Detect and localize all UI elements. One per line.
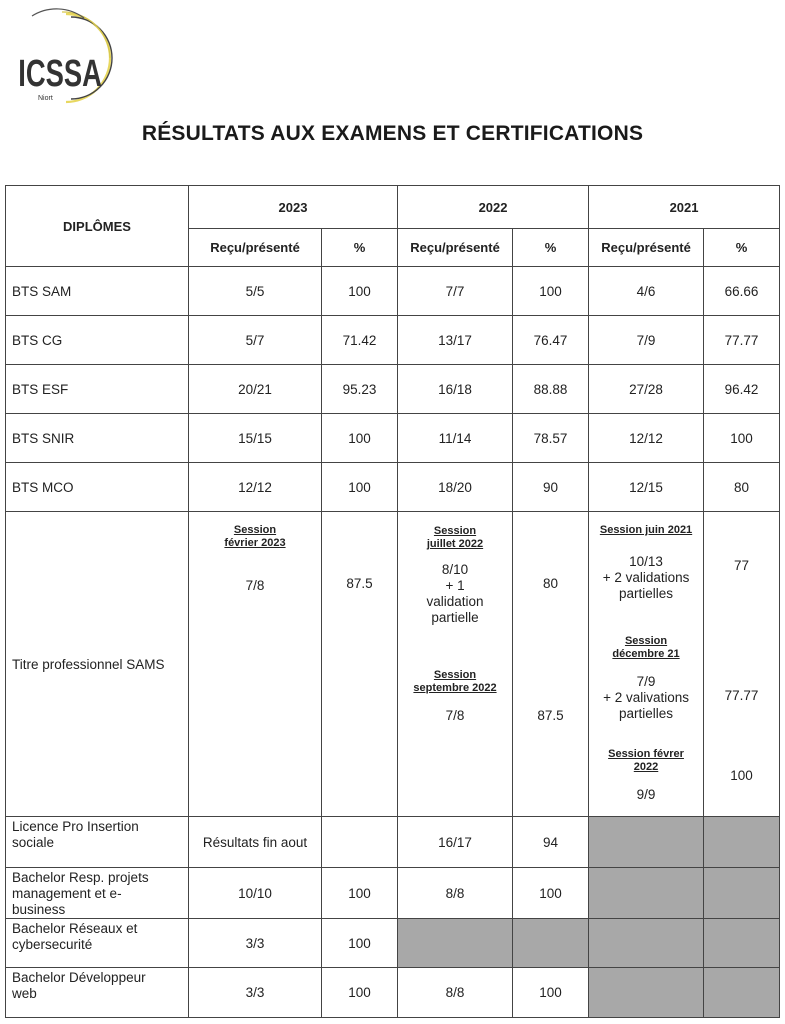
- cell: 100: [513, 267, 589, 316]
- cell: 27/28: [589, 365, 704, 414]
- cell: 77.77: [724, 688, 759, 703]
- cell: 96.42: [704, 365, 780, 414]
- cell: 8/8: [398, 868, 513, 919]
- session-label: juillet 2022: [426, 538, 484, 550]
- header-year-2022: 2022: [398, 186, 589, 229]
- cell: 8/10: [441, 562, 469, 577]
- cell: 80: [543, 576, 559, 591]
- table-row-sams: [6, 512, 780, 817]
- cell: 100: [704, 414, 780, 463]
- cell-greyed: [704, 919, 780, 968]
- cell: 8/8: [398, 968, 513, 1018]
- session-label: Session juin 2021: [599, 524, 693, 536]
- cell: 100: [322, 267, 398, 316]
- cell-greyed: [589, 868, 704, 919]
- row-label-line: Licence Pro Insertion: [12, 819, 139, 834]
- header-year-2021: 2021: [589, 186, 780, 229]
- cell: 16/18: [398, 365, 513, 414]
- cell: 7/9: [636, 674, 656, 689]
- cell-greyed: [589, 817, 704, 868]
- cell: 100: [730, 768, 753, 783]
- session-label: Session: [433, 525, 477, 537]
- cell: 71.42: [322, 316, 398, 365]
- cell: 3/3: [189, 919, 322, 968]
- session-label: septembre 2022: [413, 682, 497, 694]
- table-row: [6, 463, 780, 512]
- cell: 7/7: [398, 267, 513, 316]
- results-table: [5, 185, 780, 1018]
- row-label-line: Bachelor Resp. projets: [12, 870, 149, 885]
- cell: 7/9: [589, 316, 704, 365]
- cell-greyed: [513, 919, 589, 968]
- cell: 80: [704, 463, 780, 512]
- cell: 95.23: [322, 365, 398, 414]
- cell: 76.47: [513, 316, 589, 365]
- cell: 3/3: [189, 968, 322, 1018]
- cell: 100: [513, 868, 589, 919]
- row-label: BTS CG: [6, 316, 189, 365]
- cell: 77.77: [704, 316, 780, 365]
- sams-2023-pct-cell: [322, 512, 398, 817]
- row-label: BTS SNIR: [6, 414, 189, 463]
- cell: 9/9: [636, 787, 656, 802]
- session-label: 2022: [633, 761, 659, 773]
- cell: 10/10: [189, 868, 322, 919]
- cell: 100: [322, 463, 398, 512]
- cell-greyed: [704, 968, 780, 1018]
- cell-greyed: [589, 968, 704, 1018]
- table-row: [6, 414, 780, 463]
- sams-2021-pct-cell: [704, 512, 780, 817]
- cell: 100: [322, 414, 398, 463]
- row-label: [6, 868, 189, 919]
- row-label: [6, 817, 189, 868]
- row-label: Titre professionnel SAMS: [6, 512, 189, 817]
- header-recu: Reçu/présenté: [398, 229, 513, 267]
- cell: 11/14: [398, 414, 513, 463]
- row-label: BTS SAM: [6, 267, 189, 316]
- sams-2021-recu-cell: [589, 512, 704, 817]
- row-label-line: business: [12, 902, 66, 917]
- table-row: [6, 316, 780, 365]
- session-label: Session: [624, 635, 668, 647]
- header-recu: Reçu/présenté: [189, 229, 322, 267]
- cell-greyed: [704, 868, 780, 919]
- cell: + 2 valivations: [603, 690, 689, 705]
- row-label-line: sociale: [12, 835, 55, 850]
- cell: 20/21: [189, 365, 322, 414]
- row-label: [6, 968, 189, 1018]
- cell: 78.57: [513, 414, 589, 463]
- session-label: février 2023: [224, 537, 286, 549]
- header-recu: Reçu/présenté: [589, 229, 704, 267]
- row-label-line: management et e-: [12, 886, 122, 901]
- row-label-line: Bachelor Développeur: [12, 970, 146, 985]
- cell: 77: [734, 558, 750, 573]
- cell: 16/17: [398, 817, 513, 868]
- table-row: [6, 267, 780, 316]
- icssa-logo: [14, 8, 126, 108]
- cell-empty: [322, 817, 398, 868]
- cell: 5/7: [189, 316, 322, 365]
- table-row: [6, 868, 780, 919]
- cell: 4/6: [589, 267, 704, 316]
- cell: 12/12: [189, 463, 322, 512]
- page-title: RÉSULTATS AUX EXAMENS ET CERTIFICATIONS: [141, 122, 644, 145]
- cell: 100: [513, 968, 589, 1018]
- cell-greyed: [398, 919, 513, 968]
- cell-greyed: [704, 817, 780, 868]
- header-year-2023: 2023: [189, 186, 398, 229]
- header-pct: %: [513, 229, 589, 267]
- session-label: Session: [233, 524, 277, 536]
- cell: 94: [513, 817, 589, 868]
- cell: 100: [322, 919, 398, 968]
- cell: partielles: [619, 586, 674, 601]
- cell: 5/5: [189, 267, 322, 316]
- cell: 87.5: [537, 708, 564, 723]
- cell: + 1: [445, 578, 465, 593]
- cell: 18/20: [398, 463, 513, 512]
- logo-text: ICSSA: [18, 52, 102, 96]
- table-row: [6, 365, 780, 414]
- cell: 100: [322, 968, 398, 1018]
- row-label: BTS MCO: [6, 463, 189, 512]
- cell: 90: [513, 463, 589, 512]
- table-row: [6, 919, 780, 968]
- cell: + 2 validations: [602, 570, 690, 585]
- cell: partielle: [431, 610, 479, 625]
- sams-2022-recu-cell: [398, 512, 513, 817]
- sams-2023-recu-cell: [189, 512, 322, 817]
- row-label-line: Bachelor Réseaux et: [12, 921, 138, 936]
- cell: validation: [426, 594, 484, 609]
- logo-subtext: Niort: [38, 95, 53, 102]
- header-pct: %: [704, 229, 780, 267]
- cell-greyed: [589, 919, 704, 968]
- session-label: Session: [433, 669, 477, 681]
- header-pct: %: [322, 229, 398, 267]
- cell: 100: [322, 868, 398, 919]
- cell: 12/15: [589, 463, 704, 512]
- cell: partielles: [619, 706, 674, 721]
- cell: 7/8: [445, 708, 465, 723]
- cell: 13/17: [398, 316, 513, 365]
- session-label: Session févrer: [608, 748, 684, 760]
- header-diplomes: DIPLÔMES: [6, 186, 189, 267]
- cell: 87.5: [346, 576, 373, 591]
- cell: Résultats fin aout: [189, 817, 322, 868]
- row-label: BTS ESF: [6, 365, 189, 414]
- row-label: [6, 919, 189, 968]
- cell: 66.66: [704, 267, 780, 316]
- table-row: [6, 817, 780, 868]
- sams-2022-pct-cell: [513, 512, 589, 817]
- table-row: [6, 968, 780, 1018]
- cell: 88.88: [513, 365, 589, 414]
- session-label: décembre 21: [612, 648, 680, 660]
- cell: 10/13: [629, 554, 663, 569]
- cell: 12/12: [589, 414, 704, 463]
- row-label-line: cybersecurité: [12, 937, 93, 952]
- cell: 7/8: [245, 578, 265, 593]
- row-label-line: web: [12, 986, 37, 1001]
- cell: 15/15: [189, 414, 322, 463]
